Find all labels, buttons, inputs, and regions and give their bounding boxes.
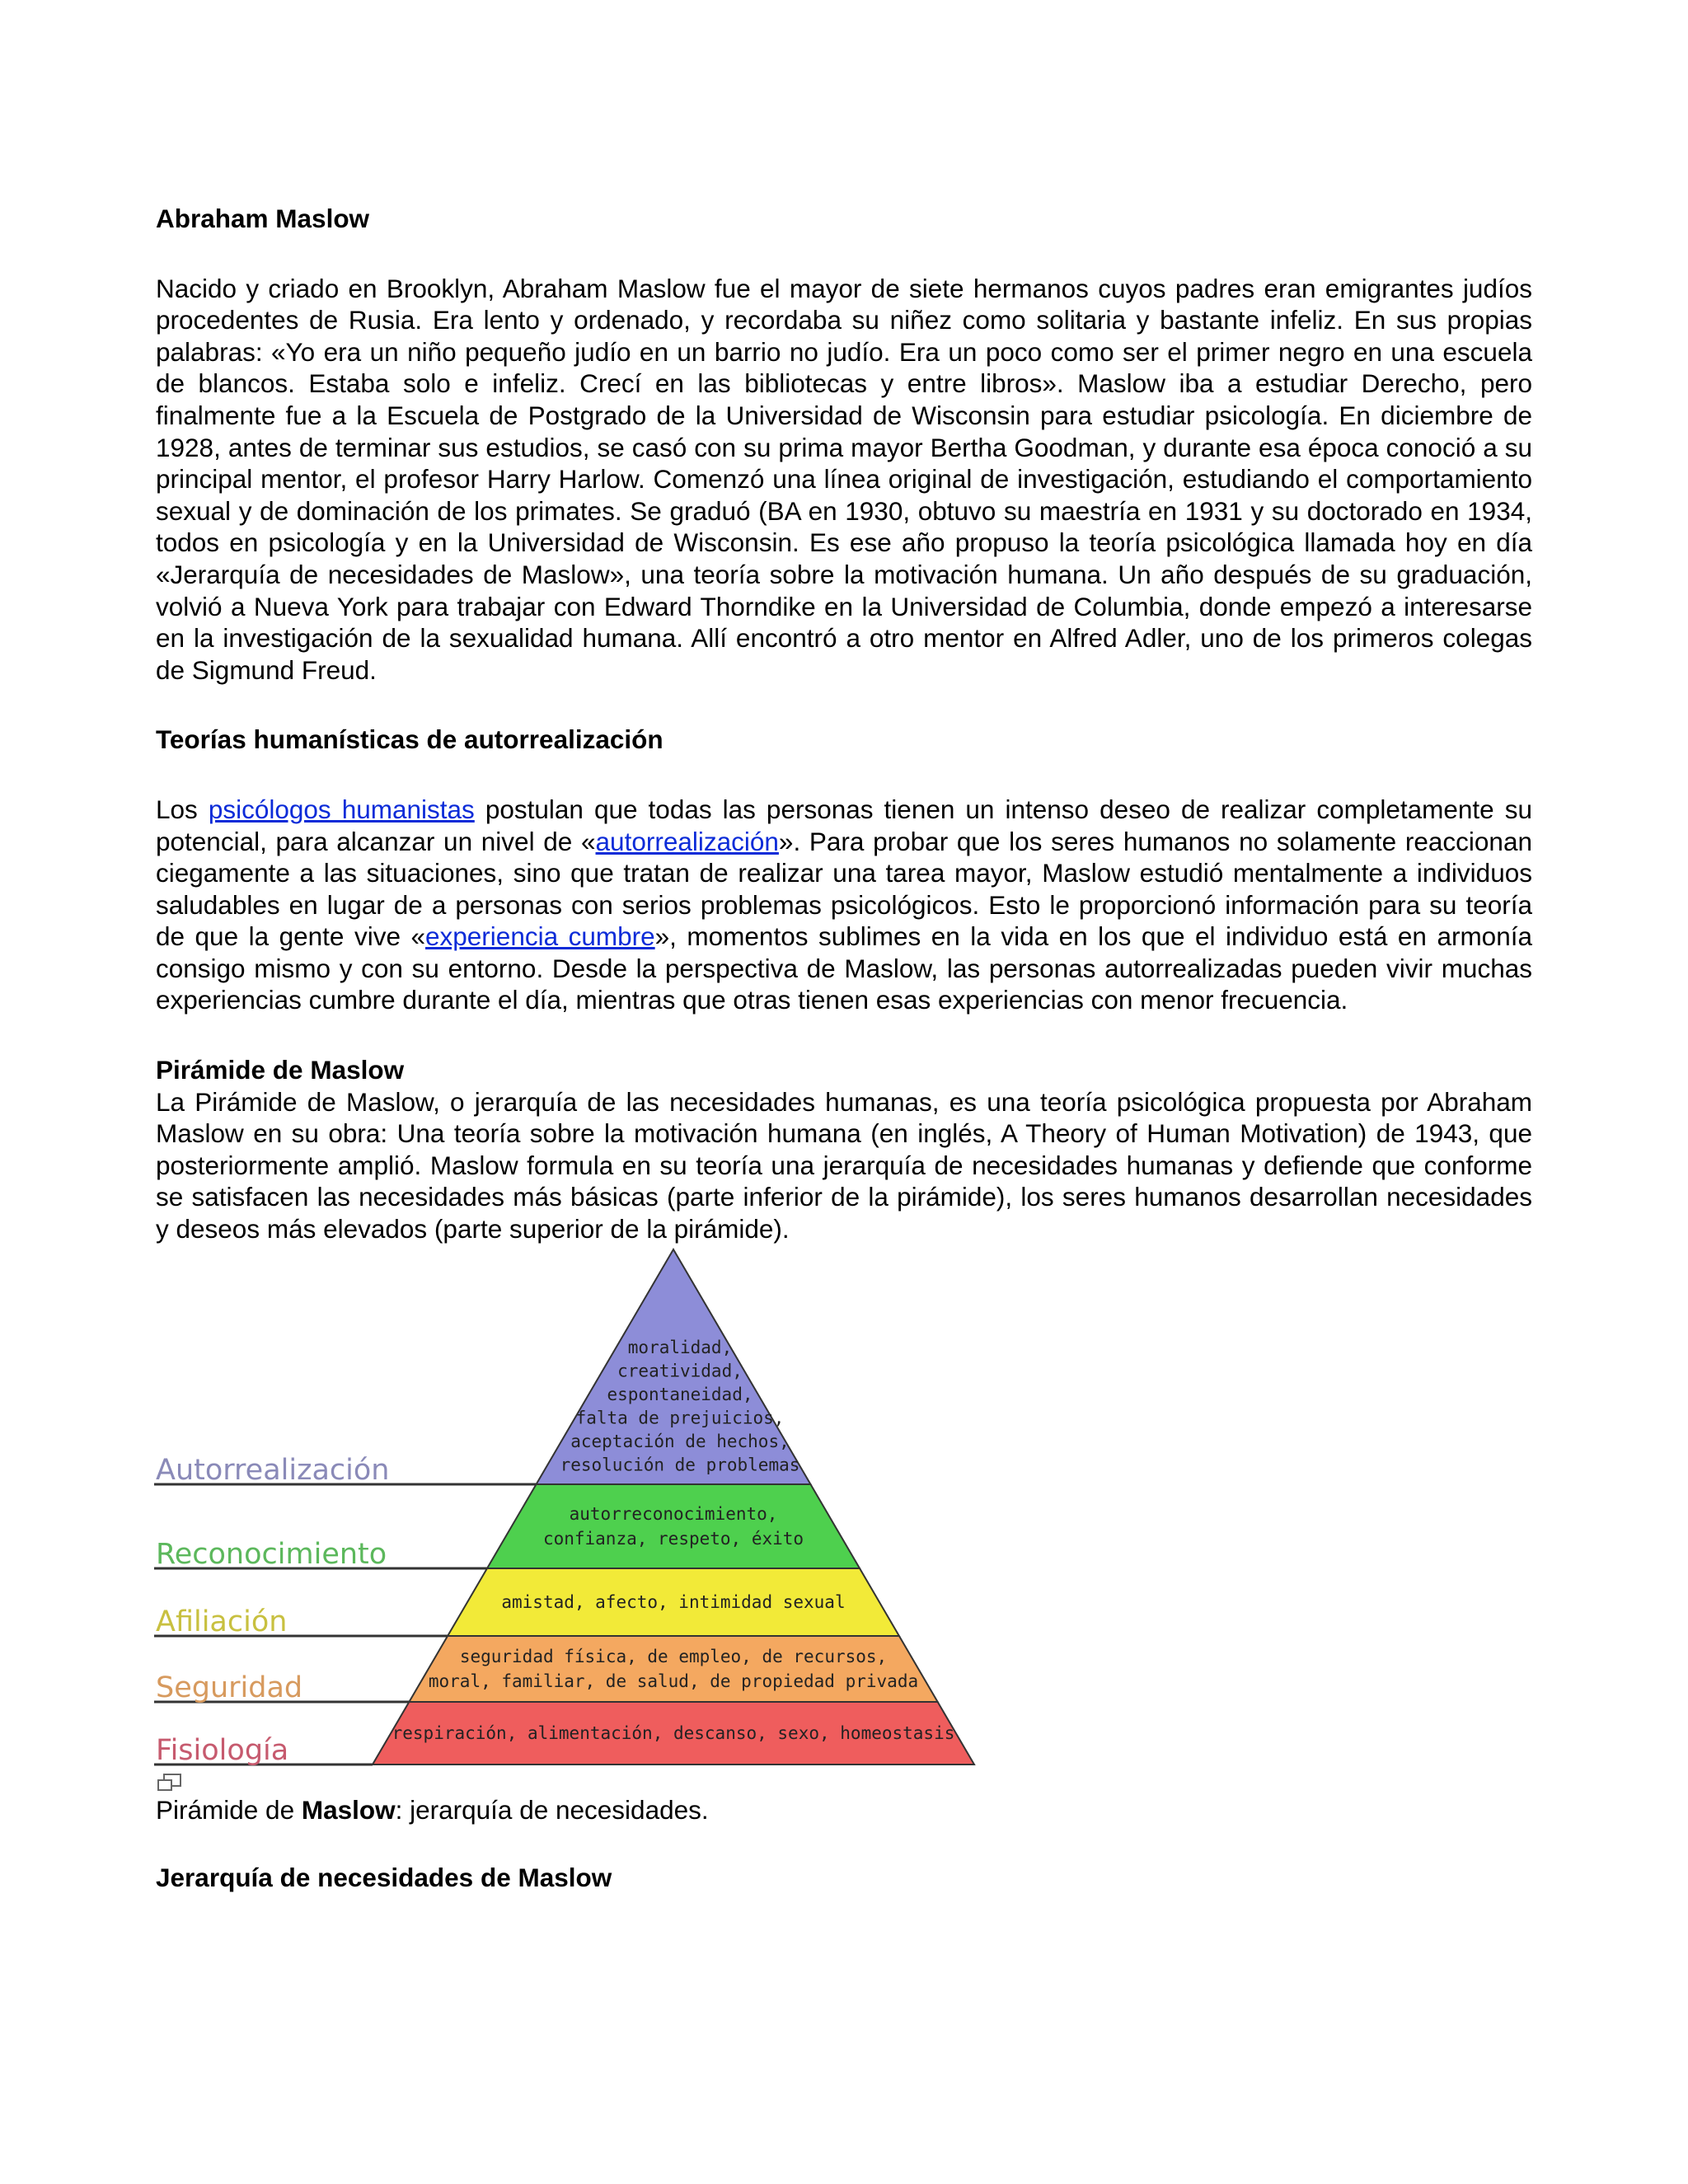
pyramid-level-1: [487, 1484, 860, 1568]
paragraph-humanistic: Los psicólogos humanistas postulan que todas las personas tienen un intenso deseo de realizar completamente su potencial, para alcanzar un nivel de «autorrealización». Para probar que los seres humanos no solamente reaccionan ciegamente a las situaciones, sino que tratan de realizar una tarea mayor, Maslow estudió mentalmente a individuos saludables en lugar de a personas con serios problemas psicológicos. Esto le proporcionó información para su teoría de que la gente vive «experiencia cumbre», momentos sublimes en la vida en los que el individuo está en armonía consigo mismo y con su entorno. Desde la perspectiva de Maslow, las personas autorrealizadas pueden vivir muchas experiencias cumbre durante el día, mientras que otras tienen esas experiencias con menor frecuencia.: [156, 794, 1532, 1015]
pyramid-text-0-1: creatividad,: [617, 1360, 743, 1380]
paragraph-biography: Nacido y criado en Brooklyn, Abraham Maslow fue el mayor de siete hermanos cuyos padres eran emigrantes judíos procedentes de Rusia. Era lento y ordenado, y recordaba su niñez como solitaria y bastante infeliz. En sus propias palabras: «Yo era un niño pequeño judío en un barrio no judío. Era un poco como ser el primer negro en una escuela de blancos. Estaba solo e infeliz. Crecí en las bibliotecas y entre libros». Maslow iba a estudiar Derecho, pero finalmente fue a la Escuela de Postgrado de la Universidad de Wisconsin para estudiar psicología. En diciembre de 1928, antes de terminar sus estudios, se casó con su prima mayor Bertha Goodman, y durante esa época conoció a su principal mentor, el profesor Harry Harlow. Comenzó una línea original de investigación, estudiando el comportamiento sexual y de dominación de los primates. Se graduó (BA en 1930, obtuvo su maestría en 1931 y su doctorado en 1934, todos en psicología y en la Universidad de Wisconsin. Es ese año propuso la teoría psicológica llamada hoy en día «Jerarquía de necesidades de Maslow», una teoría sobre la motivación humana. Un año después de su graduación, volvió a Nueva York para trabajar con Edward Thorndike en la Universidad de Columbia, donde empezó a interesarse en la investigación de la sexualidad humana. Allí encontró a otro mentor en Alfred Adler, uno de los primeros colegas de Sigmund Freud.: [156, 273, 1532, 685]
document-page: [156, 203, 1532, 1894]
maslow-pyramid-figure[interactable]: [156, 1245, 980, 1773]
pyramid-label-3: Seguridad: [156, 1671, 303, 1704]
section-title-abraham-maslow: Abraham Maslow: [156, 204, 370, 233]
pyramid-label-2: Afiliación: [156, 1605, 288, 1638]
pyramid-level-3: [409, 1636, 937, 1702]
enlarge-icon[interactable]: [156, 1773, 184, 1794]
pyramid-text-1-0: autorreconocimiento,: [569, 1503, 778, 1524]
pyramid-text-0-3: falta de prejuicios,: [575, 1407, 785, 1427]
section-title-jerarquia: Jerarquía de necesidades de Maslow: [156, 1863, 612, 1893]
pyramid-text-4-0: respiración, alimentación, descanso, sexo, homeostasis: [392, 1722, 955, 1743]
link-experiencia-cumbre[interactable]: experiencia cumbre: [425, 921, 655, 952]
pyramid-label-4: Fisiología: [156, 1733, 289, 1767]
section-title-piramide: Pirámide de Maslow: [156, 1055, 405, 1085]
pyramid-text-0-0: moralidad,: [627, 1337, 733, 1357]
pyramid-text-3-1: moral, familiar, de salud, de propiedad privada: [428, 1671, 919, 1691]
pyramid-label-0: Autorrealización: [156, 1453, 390, 1487]
pyramid-label-1: Reconocimiento: [156, 1537, 387, 1571]
paragraph-piramide: La Pirámide de Maslow, o jerarquía de las necesidades humanas, es una teoría psicológica propuesta por Abraham Maslow en su obra: Una teoría sobre la motivación humana (en inglés, A Theory of Human Motivation) de 1943, que posteriormente amplió. Maslow formula en su teoría una jerarquía de necesidades humanas y defiende que conforme se satisfacen las necesidades más básicas (parte inferior de la pirámide), los seres humanos desarrollan necesidades y deseos más elevados (parte superior de la pirámide).: [156, 1086, 1532, 1244]
pyramid-text-3-0: seguridad física, de empleo, de recursos,: [459, 1646, 888, 1666]
pyramid-text-1-1: confianza, respeto, éxito: [542, 1528, 804, 1549]
figure-caption: Pirámide de Maslow: jerarquía de necesidades.: [156, 1794, 709, 1825]
link-autorrealizacion[interactable]: autorrealización: [595, 826, 779, 856]
section-title-humanistic-theories: Teorías humanísticas de autorrealización: [156, 724, 663, 755]
link-psicologos-humanistas[interactable]: psicólogos humanistas: [208, 794, 475, 824]
maslow-pyramid: [154, 1245, 978, 1773]
pyramid-text-0-2: espontaneidad,: [607, 1384, 753, 1404]
pyramid-text-0-5: resolución de problemas: [560, 1454, 800, 1474]
pyramid-text-0-4: aceptación de hechos,: [570, 1431, 790, 1451]
pyramid-text-2-0: amistad, afecto, intimidad sexual: [501, 1591, 846, 1612]
